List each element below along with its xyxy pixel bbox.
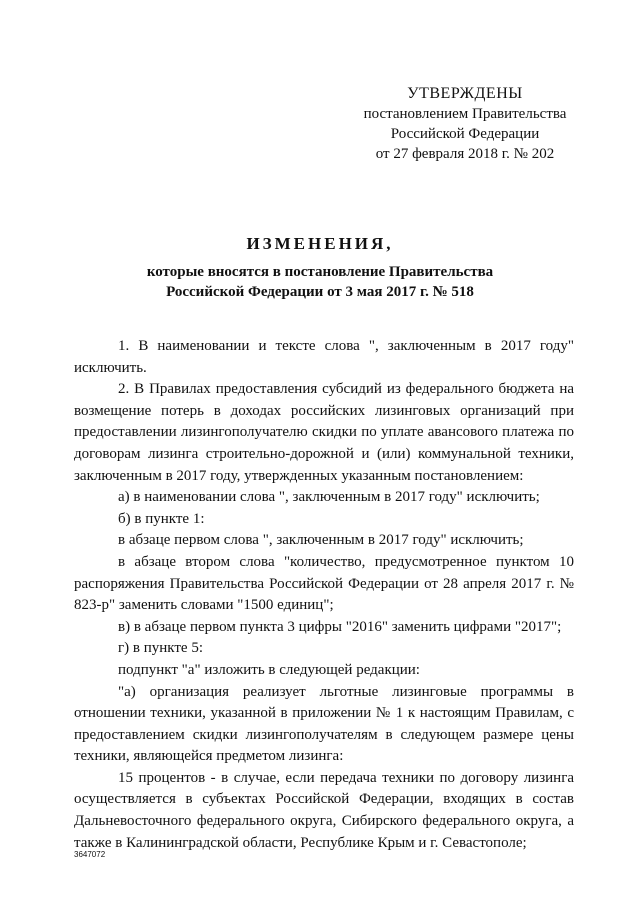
document-title: ИЗМЕНЕНИЯ, [246,234,394,253]
approval-stamp [330,84,600,164]
subtitle-line: которые вносятся в постановление Правительства [146,264,494,280]
document-subtitle [60,262,580,302]
paragraph: в абзаце втором слова "количество, предусмотренное пунктом 10 распоряжения Правительства Российской Федерации от 28 апреля 2017 г. № 823-р" заменить словами "1500 единиц"; [74,553,574,614]
paragraph: "а) организация реализует льготные лизинговые программы в отношении техники, указанной в приложении № 1 к настоящим Правилам, с предоставлением скидки лизингополучателям в следующем размере цены техники, являющейся предметом лизинга: [74,683,574,765]
approval-line: постановлением Правительства [363,106,567,122]
paragraph: г) в пункте 5: [118,640,204,657]
approval-heading: УТВЕРЖДЕНЫ [407,85,523,102]
approval-date-line: от 27 февраля 2018 г. № 202 [375,146,555,162]
paragraph: 15 процентов - в случае, если передача техники по договору лизинга осуществляется в субъектах Российской Федерации, входящих в состав Дальневосточного федерального округа, Сибирского федерального округа, а также в Калининградской области, Республике Крым и г. Севастополе; [74,769,574,851]
subtitle-line: Российской Федерации от 3 мая 2017 г. № 518 [166,284,474,300]
paragraph: б) в пункте 1: [118,510,205,527]
document-number: 3647072 [74,850,106,859]
approval-line: Российской Федерации [390,126,540,142]
paragraph: в абзаце первом слова ", заключенным в 2017 году" исключить; [118,532,524,549]
paragraph: 2. В Правилах предоставления субсидий из федерального бюджета на возмещение потерь в доходах российских лизинговых организаций при предоставлении лизингополучателю скидки по уплате авансового платежа по договорам лизинга строительно-дорожной и (или) коммунальной техники, заключенным в 2017 году, утвержденных указанным постановлением: [74,381,574,484]
paragraph: в) в абзаце первом пункта 3 цифры "2016" заменить цифрами "2017"; [118,618,562,635]
paragraph: подпункт "а" изложить в следующей редакции: [118,661,420,678]
paragraph: 1. В наименовании и тексте слова ", заключенным в 2017 году" исключить. [74,338,574,376]
document-body [74,336,574,854]
paragraph: а) в наименовании слова ", заключенным в 2017 году" исключить; [118,489,540,506]
